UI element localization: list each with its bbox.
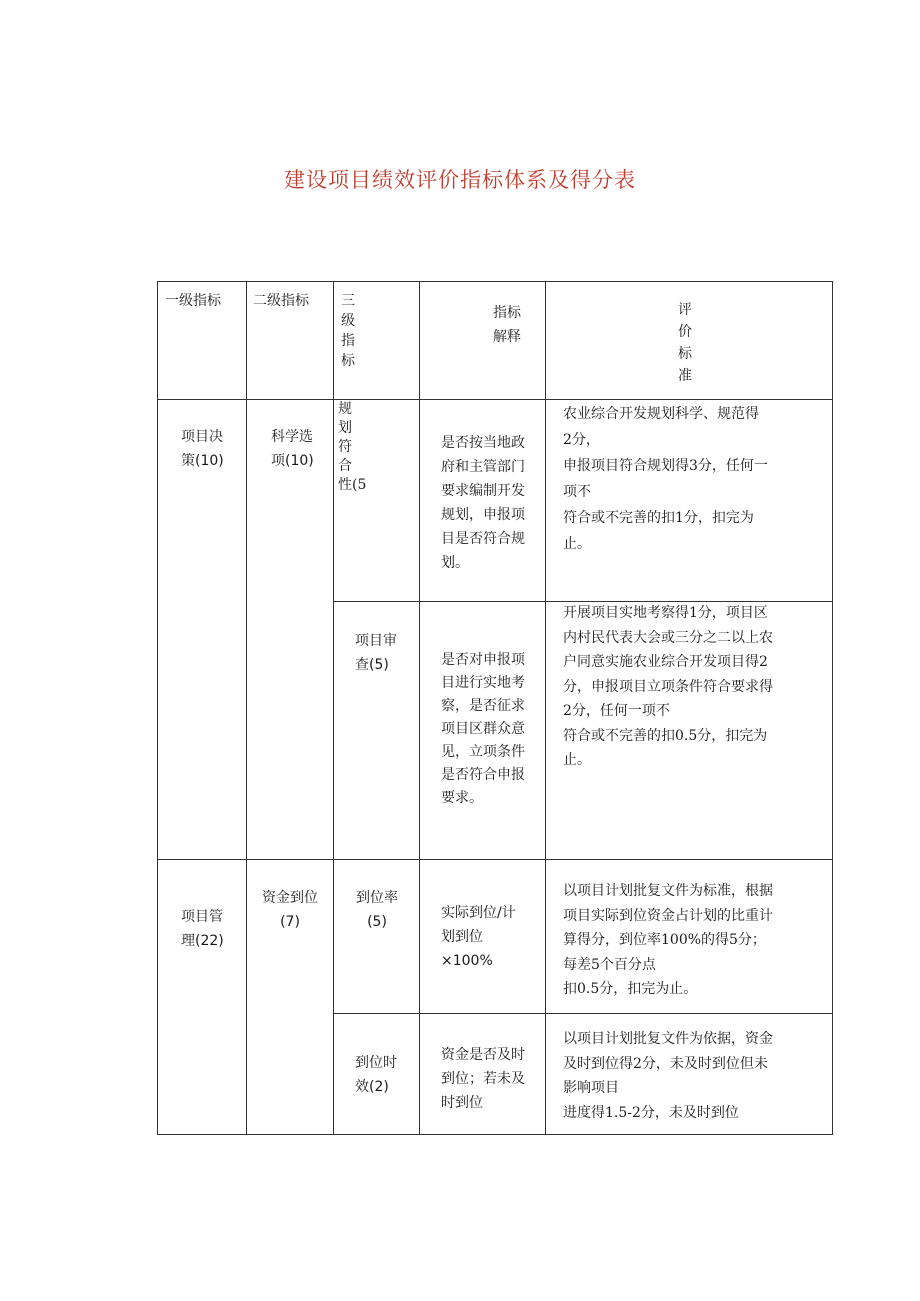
row2-explanation: 是否对申报项 目进行实地考 察，是否征求 项目区群众意 见，立项条件 是否符合申报 要求。 bbox=[441, 652, 525, 806]
row1-level2: 科学选 项(10) bbox=[271, 429, 314, 469]
row3-level2: 资金到位 (7) bbox=[262, 890, 318, 930]
row1-explanation: 是否按当地政 府和主管部门 要求编制开发 规划，申报项 目是否符合规 划。 bbox=[441, 435, 525, 571]
row3-explanation: 实际到位/计 划到位 ×100% bbox=[441, 905, 516, 969]
row2-level3: 项目审 查(5) bbox=[355, 633, 397, 673]
row4-explanation: 资金是否及时 到位；若未及 时到位 bbox=[441, 1047, 525, 1111]
header-level1: 一级指标 bbox=[165, 293, 221, 309]
row2-standard: 开展项目实地考察得1分，项目区 内村民代表大会或三分之二以上农 户同意实施农业综合开发项目得2 分，申报项目立项条件符合要求得 2分，任何一项不 符合或不完善的扣0.5分，扣完为 止。 bbox=[563, 605, 773, 768]
header-explanation: 指标 解释 bbox=[493, 305, 521, 345]
header-level2: 二级指标 bbox=[253, 293, 309, 309]
row3-level3: 到位率 (5) bbox=[356, 890, 398, 930]
row1-level1: 项目决 策(10) bbox=[181, 429, 224, 469]
page-title: 建设项目绩效评价指标体系及得分表 bbox=[284, 168, 636, 192]
row1-standard: 农业综合开发规划科学、规范得 2分， 申报项目符合规划得3分，任何一 项不 符合或不完善的扣1分，扣完为 止。 bbox=[563, 406, 768, 552]
header-level3: 三 级 指 标 bbox=[341, 293, 355, 369]
row3-standard: 以项目计划批复文件为标准，根据 项目实际到位资金占计划的比重计 算得分，到位率100%的得5分； 每差5个百分点 扣0.5分，扣完为止。 bbox=[563, 883, 773, 997]
header-standard: 评 价 标 准 bbox=[678, 302, 692, 384]
row1-level3: 规 划 符 合 性(5 bbox=[338, 401, 367, 493]
row4-standard: 以项目计划批复文件为依据，资金 及时到位得2分，未及时到位但未 影响项目 进度得1.5-2分，未及时到位 bbox=[563, 1031, 773, 1121]
row4-level3: 到位时 效(2) bbox=[355, 1055, 397, 1095]
indicator-table bbox=[157, 281, 833, 1135]
row3-level1: 项目管 理(22) bbox=[181, 909, 224, 949]
